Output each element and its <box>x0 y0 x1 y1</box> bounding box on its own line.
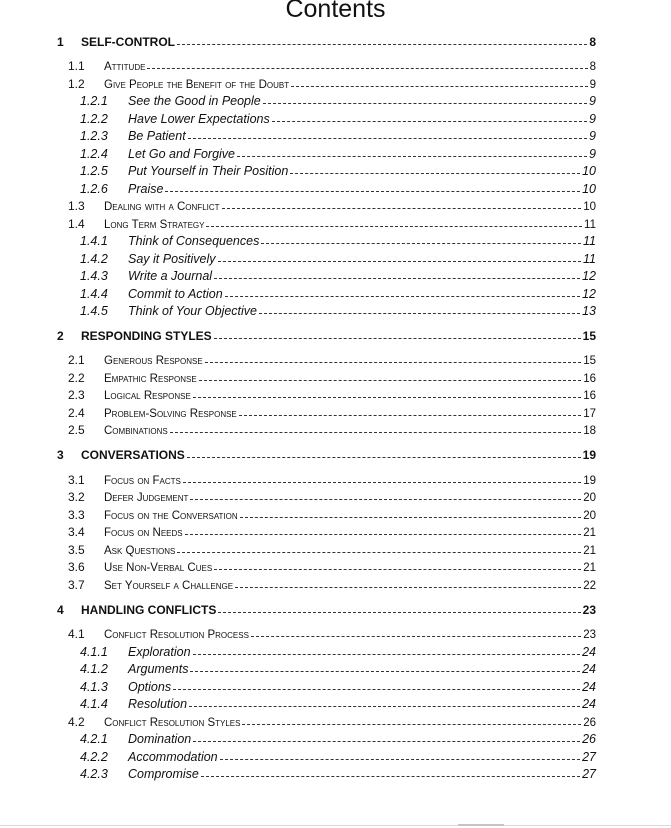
toc-entry-title: Focus on Facts <box>104 475 181 487</box>
toc-entry[interactable] <box>80 748 596 764</box>
toc-entry-number: 1.3 <box>68 199 85 213</box>
toc-entry[interactable] <box>68 421 596 437</box>
toc-entry[interactable] <box>80 730 596 746</box>
toc-leader-dashes <box>263 103 587 104</box>
toc-leader-dashes <box>193 741 580 742</box>
toc-leader-dashes <box>240 517 582 518</box>
toc-leader-dashes <box>261 243 581 244</box>
toc-entry-title: Give People the Benefit of the Doubt <box>104 79 290 91</box>
toc-entry[interactable] <box>80 110 596 126</box>
toc-entry-title: Conflict Resolution Styles <box>104 717 241 729</box>
toc-leader-dashes <box>222 208 582 209</box>
toc-entry-page-number: 15 <box>583 355 596 367</box>
toc-entry[interactable] <box>68 576 596 592</box>
toc-entry-number: 4.1.4 <box>80 697 108 711</box>
toc-leader-dashes <box>214 338 581 339</box>
toc-entry-page-number: 8 <box>589 35 596 49</box>
toc-entry-page-number: 18 <box>583 425 596 437</box>
toc-entry-title: Exploration <box>128 645 191 659</box>
toc-entry-number: 3 <box>57 448 64 462</box>
toc-entry[interactable] <box>68 523 596 539</box>
toc-entry[interactable] <box>68 386 596 402</box>
toc-entry-title: Combinations <box>104 425 168 437</box>
toc-entry-title: Accommodation <box>128 750 218 764</box>
toc-entry-page-number: 26 <box>583 717 596 729</box>
toc-entry-page-number: 20 <box>583 492 596 504</box>
toc-entry-number: 1.4.1 <box>80 234 108 248</box>
toc-entry-number: 1.4.5 <box>80 304 108 318</box>
toc-entry-number: 4 <box>57 603 64 617</box>
toc-entry-title: Dealing with a Conflict <box>104 201 220 213</box>
toc-entry-number: 4.1.1 <box>80 645 108 659</box>
toc-entry[interactable] <box>68 404 596 420</box>
toc-entry[interactable] <box>80 232 596 248</box>
toc-entry-number: 1.2.1 <box>80 94 108 108</box>
toc-entry[interactable] <box>80 180 596 196</box>
toc-leader-dashes <box>190 671 580 672</box>
toc-entry-page-number: 15 <box>582 329 596 343</box>
toc-entry-number: 1.1 <box>68 59 85 73</box>
toc-entry-number: 2.4 <box>68 406 85 420</box>
toc-leader-dashes <box>259 313 580 314</box>
toc-leader-dashes <box>218 261 581 262</box>
toc-entry[interactable] <box>80 765 596 781</box>
toc-entry-title: Say it Positively <box>128 252 216 266</box>
toc-entry-title: Arguments <box>128 662 189 676</box>
toc-entry-page-number: 9 <box>589 147 596 161</box>
page-title: Contents <box>285 0 386 23</box>
toc-entry[interactable] <box>80 643 596 659</box>
toc-entry[interactable] <box>57 327 596 343</box>
toc-entry-number: 3.6 <box>68 560 85 574</box>
toc-entry-page-number: 13 <box>582 304 596 318</box>
toc-entry-title: Write a Journal <box>128 269 213 283</box>
toc-entry-page-number: 23 <box>582 603 596 617</box>
toc-leader-dashes <box>201 776 580 777</box>
toc-entry-number: 3.7 <box>68 578 85 592</box>
toc-entry-number: 3.2 <box>68 490 85 504</box>
toc-entry-number: 2.5 <box>68 423 85 437</box>
toc-entry[interactable] <box>80 250 596 266</box>
toc-entry-number: 1.2.6 <box>80 182 108 196</box>
toc-entry-page-number: 11 <box>583 252 596 266</box>
toc-leader-dashes <box>170 432 581 433</box>
toc-leader-dashes <box>218 612 580 613</box>
toc-entry-number: 1.4.3 <box>80 269 108 283</box>
toc-entry-number: 3.5 <box>68 543 85 557</box>
page-bottom-edge <box>0 825 671 826</box>
toc-entry-page-number: 24 <box>582 697 596 711</box>
toc-entry-title: Conflict Resolution Process <box>104 629 249 641</box>
toc-entry-title: Defer Judgement <box>104 492 189 504</box>
toc-entry-title: Put Yourself in Their Position <box>128 164 289 178</box>
toc-entry-title: Focus on the Conversation <box>104 510 238 522</box>
toc-leader-dashes <box>177 44 587 45</box>
toc-entry-page-number: 21 <box>583 562 596 574</box>
toc-entry-number: 4.1.2 <box>80 662 108 676</box>
toc-entry-number: 1.4.2 <box>80 252 108 266</box>
toc-entry-number: 4.1.3 <box>80 680 108 694</box>
toc-entry-page-number: 10 <box>582 164 596 178</box>
toc-leader-dashes <box>147 68 587 69</box>
toc-entry-number: 4.2.1 <box>80 732 108 746</box>
toc-entry-page-number: 24 <box>582 680 596 694</box>
toc-entry-number: 4.2.2 <box>80 750 108 764</box>
toc-entry-page-number: 24 <box>582 645 596 659</box>
toc-entry-title: Commit to Action <box>128 287 223 301</box>
toc-entry-title: Domination <box>128 732 192 746</box>
toc-entry[interactable] <box>80 162 596 178</box>
toc-entry-number: 1.4.4 <box>80 287 108 301</box>
toc-entry-page-number: 16 <box>583 390 596 402</box>
toc-entry[interactable] <box>80 145 596 161</box>
toc-entry-number: 1 <box>57 35 64 49</box>
toc-leader-dashes <box>272 121 587 122</box>
toc-entry[interactable] <box>57 446 596 462</box>
toc-leader-dashes <box>188 138 587 139</box>
toc-entry-number: 1.2.3 <box>80 129 108 143</box>
toc-entry[interactable] <box>68 506 596 522</box>
toc-leader-dashes <box>214 278 580 279</box>
toc-entry-number: 3.4 <box>68 525 85 539</box>
toc-entry-number: 2.3 <box>68 388 85 402</box>
toc-entry[interactable] <box>57 33 596 49</box>
toc-leader-dashes <box>251 636 581 637</box>
toc-entry[interactable] <box>68 558 596 574</box>
toc-leader-dashes <box>189 706 580 707</box>
toc-leader-dashes <box>185 534 582 535</box>
toc-entry-title: Problem-Solving Response <box>104 408 237 420</box>
toc-entry-title: Compromise <box>128 767 199 781</box>
toc-entry-page-number: 9 <box>589 129 596 143</box>
toc-entry-page-number: 9 <box>589 94 596 108</box>
toc-entry-page-number: 24 <box>582 662 596 676</box>
toc-entry-title: Options <box>128 680 172 694</box>
toc-entry-page-number: 9 <box>589 112 596 126</box>
toc-entry-title: Generous Response <box>104 355 203 367</box>
toc-entry[interactable] <box>80 92 596 108</box>
scroll-indicator <box>458 824 504 826</box>
toc-leader-dashes <box>290 173 580 174</box>
toc-entry-title: Use Non-Verbal Cues <box>104 562 213 574</box>
toc-entry-title: CONVERSATIONS <box>81 448 185 462</box>
toc-entry-number: 2.2 <box>68 371 85 385</box>
toc-entry[interactable] <box>80 267 596 283</box>
toc-entry[interactable] <box>68 369 596 385</box>
toc-entry-title: Ask Questions <box>104 545 176 557</box>
toc-entry-number: 4.2 <box>68 715 85 729</box>
toc-entry-page-number: 11 <box>583 234 596 248</box>
toc-entry-number: 1.2 <box>68 77 85 91</box>
toc-entry-title: Empathic Response <box>104 373 197 385</box>
toc-leader-dashes <box>242 724 581 725</box>
toc-entry-title: Praise <box>128 182 164 196</box>
toc-leader-dashes <box>177 552 581 553</box>
toc-entry-page-number: 20 <box>583 510 596 522</box>
toc-leader-dashes <box>225 296 580 297</box>
toc-entry-page-number: 12 <box>582 269 596 283</box>
toc-entry-number: 3.3 <box>68 508 85 522</box>
toc-entry[interactable] <box>57 601 596 617</box>
toc-entry-page-number: 12 <box>582 287 596 301</box>
toc-entry-page-number: 22 <box>583 580 596 592</box>
toc-entry-page-number: 10 <box>582 182 596 196</box>
toc-leader-dashes <box>173 689 580 690</box>
toc-entry-page-number: 21 <box>583 545 596 557</box>
toc-entry-number: 1.4 <box>68 217 85 231</box>
toc-entry-page-number: 19 <box>582 448 596 462</box>
toc-leader-dashes <box>205 362 582 363</box>
toc-leader-dashes <box>187 457 581 458</box>
toc-entry-title: Have Lower Expectations <box>128 112 270 126</box>
toc-entry-title: See the Good in People <box>128 94 261 108</box>
toc-entry[interactable] <box>68 215 596 231</box>
toc-leader-dashes <box>239 415 581 416</box>
toc-entry-title: Think of Consequences <box>128 234 260 248</box>
toc-entry-page-number: 10 <box>583 201 596 213</box>
toc-entry[interactable] <box>68 488 596 504</box>
toc-entry[interactable] <box>68 57 596 73</box>
toc-leader-dashes <box>235 587 581 588</box>
toc-entry[interactable] <box>68 625 596 641</box>
toc-leader-dashes <box>220 759 580 760</box>
toc-entry[interactable] <box>68 713 596 729</box>
toc-leader-dashes <box>237 156 587 157</box>
toc-entry-number: 4.2.3 <box>80 767 108 781</box>
toc-entry-number: 1.2.4 <box>80 147 108 161</box>
toc-entry-title: SELF-CONTROL <box>81 35 175 49</box>
toc-entry-page-number: 27 <box>582 767 596 781</box>
toc-entry-title: HANDLING CONFLICTS <box>81 603 217 617</box>
toc-entry[interactable] <box>68 197 596 213</box>
toc-entry-title: RESPONDING STYLES <box>81 329 212 343</box>
toc-entry-page-number: 27 <box>582 750 596 764</box>
toc-leader-dashes <box>193 397 581 398</box>
toc-entry[interactable] <box>68 471 596 487</box>
toc-leader-dashes <box>291 86 587 87</box>
toc-entry-title: Logical Response <box>104 390 191 402</box>
toc-entry[interactable] <box>80 285 596 301</box>
toc-entry-title: Be Patient <box>128 129 186 143</box>
toc-entry[interactable] <box>68 541 596 557</box>
toc-entry-number: 1.2.2 <box>80 112 108 126</box>
toc-entry-title: Let Go and Forgive <box>128 147 236 161</box>
toc-entry-title: Long Term Strategy <box>104 219 205 231</box>
toc-entry-number: 1.2.5 <box>80 164 108 178</box>
toc-entry-number: 4.1 <box>68 627 85 641</box>
toc-entry-title: Attitude <box>104 61 146 73</box>
toc-entry-page-number: 11 <box>584 219 596 231</box>
toc-entry-title: Focus on Needs <box>104 527 183 539</box>
toc-entry-page-number: 8 <box>589 61 596 73</box>
toc-entry[interactable] <box>68 75 596 91</box>
toc-entry-page-number: 23 <box>583 629 596 641</box>
toc-entry-page-number: 16 <box>583 373 596 385</box>
toc-entry-page-number: 19 <box>583 475 596 487</box>
toc-entry-title: Resolution <box>128 697 188 711</box>
toc-leader-dashes <box>206 226 582 227</box>
toc-entry[interactable] <box>80 302 596 318</box>
toc-leader-dashes <box>183 482 581 483</box>
toc-entry-title: Think of Your Objective <box>128 304 258 318</box>
toc-entry-page-number: 21 <box>583 527 596 539</box>
toc-entry-page-number: 9 <box>589 79 596 91</box>
toc-entry-page-number: 17 <box>583 408 596 420</box>
toc-leader-dashes <box>165 191 580 192</box>
toc-entry[interactable] <box>68 351 596 367</box>
toc-entry[interactable] <box>80 695 596 711</box>
toc-entry-title: Set Yourself a Challenge <box>104 580 234 592</box>
toc-entry-number: 3.1 <box>68 473 85 487</box>
toc-entry[interactable] <box>80 127 596 143</box>
toc-entry-number: 2 <box>57 329 64 343</box>
toc-leader-dashes <box>199 380 582 381</box>
toc-entry-number: 2.1 <box>68 353 85 367</box>
toc-entry-page-number: 26 <box>582 732 596 746</box>
toc-leader-dashes <box>214 569 581 570</box>
toc-entry[interactable] <box>80 678 596 694</box>
toc-entry[interactable] <box>80 660 596 676</box>
toc-leader-dashes <box>190 499 581 500</box>
toc-leader-dashes <box>193 654 581 655</box>
